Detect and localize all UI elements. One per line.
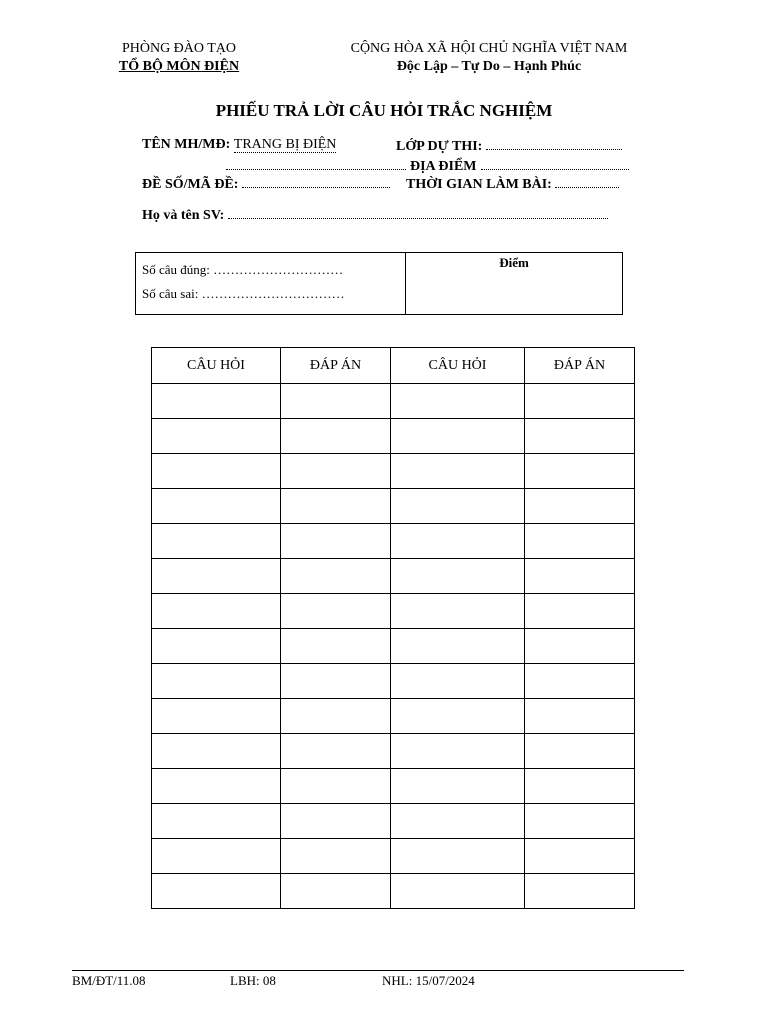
class-line bbox=[396, 137, 622, 155]
answer-cell[interactable] bbox=[281, 769, 391, 804]
answer-cell[interactable] bbox=[281, 629, 391, 664]
exam-code-line bbox=[142, 175, 390, 193]
department-name: PHÒNG ĐÀO TẠO bbox=[121, 41, 237, 56]
table-row bbox=[152, 524, 635, 559]
header-answer-2: ĐÁP ÁN bbox=[525, 348, 635, 384]
header-answer-1: ĐÁP ÁN bbox=[281, 348, 391, 384]
question-cell[interactable] bbox=[152, 839, 281, 874]
class-label: LỚP DỰ THI: bbox=[396, 139, 483, 154]
answer-cell[interactable] bbox=[525, 734, 635, 769]
question-cell[interactable] bbox=[391, 874, 525, 909]
location-line bbox=[226, 157, 629, 175]
student-label: Họ và tên SV: bbox=[142, 208, 225, 223]
answer-cell[interactable] bbox=[525, 524, 635, 559]
question-cell[interactable] bbox=[391, 524, 525, 559]
question-cell[interactable] bbox=[152, 699, 281, 734]
answer-cell[interactable] bbox=[525, 804, 635, 839]
answer-cell[interactable] bbox=[281, 804, 391, 839]
header-question-1: CÂU HỎI bbox=[152, 348, 281, 384]
national-motto: Độc Lập – Tự Do – Hạnh Phúc bbox=[396, 59, 582, 74]
question-cell[interactable] bbox=[152, 419, 281, 454]
question-cell[interactable] bbox=[391, 804, 525, 839]
duration-field[interactable] bbox=[555, 175, 619, 188]
answer-cell[interactable] bbox=[281, 489, 391, 524]
effective-date: NHL: 15/07/2024 bbox=[382, 973, 475, 988]
exam-code-field[interactable] bbox=[242, 175, 390, 188]
answer-cell[interactable] bbox=[525, 489, 635, 524]
header-question-2: CÂU HỎI bbox=[391, 348, 525, 384]
answer-cell[interactable] bbox=[525, 384, 635, 419]
question-cell[interactable] bbox=[391, 664, 525, 699]
subject-label: TÊN MH/MĐ: bbox=[142, 137, 231, 152]
question-cell[interactable] bbox=[391, 769, 525, 804]
national-title: CỘNG HÒA XÃ HỘI CHỦ NGHĨA VIỆT NAM bbox=[350, 41, 628, 56]
correct-count[interactable]: Số câu đúng: ………………………… bbox=[142, 262, 344, 277]
location-field[interactable] bbox=[481, 157, 629, 170]
student-line bbox=[142, 206, 608, 224]
question-cell[interactable] bbox=[391, 419, 525, 454]
answer-cell[interactable] bbox=[281, 419, 391, 454]
department-header bbox=[96, 40, 262, 76]
table-row bbox=[152, 874, 635, 909]
answer-cell[interactable] bbox=[281, 699, 391, 734]
answer-cell[interactable] bbox=[281, 559, 391, 594]
question-cell[interactable] bbox=[391, 384, 525, 419]
exam-code-label: ĐỀ SỐ/MÃ ĐỀ: bbox=[142, 177, 239, 192]
table-row bbox=[152, 804, 635, 839]
location-label: ĐỊA ĐIỂM bbox=[410, 159, 477, 174]
question-cell[interactable] bbox=[391, 594, 525, 629]
answer-cell[interactable] bbox=[525, 559, 635, 594]
answer-table-body bbox=[152, 384, 635, 909]
student-name-field[interactable] bbox=[228, 206, 608, 219]
question-cell[interactable] bbox=[391, 734, 525, 769]
table-row bbox=[152, 559, 635, 594]
question-cell[interactable] bbox=[391, 559, 525, 594]
answer-cell[interactable] bbox=[525, 874, 635, 909]
answer-cell[interactable] bbox=[281, 874, 391, 909]
division-name: TỔ BỘ MÔN ĐIỆN bbox=[118, 59, 240, 74]
table-row bbox=[152, 489, 635, 524]
answer-cell[interactable] bbox=[525, 629, 635, 664]
table-row bbox=[152, 664, 635, 699]
table-row bbox=[152, 734, 635, 769]
table-row bbox=[152, 629, 635, 664]
question-cell[interactable] bbox=[152, 489, 281, 524]
answer-cell[interactable] bbox=[281, 594, 391, 629]
count-column bbox=[136, 253, 406, 314]
score-box bbox=[135, 252, 623, 315]
wrong-count[interactable]: Số câu sai: …………………………… bbox=[142, 286, 345, 301]
answer-cell[interactable] bbox=[281, 664, 391, 699]
table-row bbox=[152, 384, 635, 419]
answer-cell[interactable] bbox=[525, 699, 635, 734]
answer-cell[interactable] bbox=[281, 454, 391, 489]
answer-table-header bbox=[152, 348, 635, 384]
duration-line bbox=[406, 175, 619, 193]
score-cell[interactable] bbox=[406, 253, 622, 314]
form-title: PHIẾU TRẢ LỜI CÂU HỎI TRẮC NGHIỆM bbox=[215, 101, 553, 120]
table-row bbox=[152, 699, 635, 734]
score-label: Điểm bbox=[499, 255, 529, 270]
answer-cell[interactable] bbox=[281, 524, 391, 559]
class-field[interactable] bbox=[486, 137, 622, 150]
question-cell[interactable] bbox=[391, 699, 525, 734]
question-cell[interactable] bbox=[152, 524, 281, 559]
table-row bbox=[152, 454, 635, 489]
question-cell[interactable] bbox=[152, 559, 281, 594]
issue-number: LBH: 08 bbox=[230, 973, 276, 988]
table-row bbox=[152, 839, 635, 874]
answer-cell[interactable] bbox=[281, 734, 391, 769]
question-cell[interactable] bbox=[152, 629, 281, 664]
answer-cell[interactable] bbox=[281, 384, 391, 419]
location-prefix-field[interactable] bbox=[226, 157, 406, 170]
form-code: BM/ĐT/11.08 bbox=[72, 973, 146, 988]
answer-cell[interactable] bbox=[525, 664, 635, 699]
question-cell[interactable] bbox=[391, 489, 525, 524]
question-cell[interactable] bbox=[152, 454, 281, 489]
national-header bbox=[326, 40, 652, 76]
question-cell[interactable] bbox=[152, 769, 281, 804]
answer-cell[interactable] bbox=[281, 839, 391, 874]
question-cell[interactable] bbox=[152, 594, 281, 629]
footer-divider bbox=[72, 970, 684, 971]
answer-table bbox=[151, 347, 635, 909]
question-cell[interactable] bbox=[152, 804, 281, 839]
question-cell[interactable] bbox=[391, 454, 525, 489]
question-cell[interactable] bbox=[152, 734, 281, 769]
question-cell[interactable] bbox=[391, 629, 525, 664]
answer-cell[interactable] bbox=[525, 594, 635, 629]
question-cell[interactable] bbox=[391, 839, 525, 874]
question-cell[interactable] bbox=[152, 664, 281, 699]
subject-value: TRANG BỊ ĐIỆN bbox=[233, 137, 337, 152]
duration-label: THỜI GIAN LÀM BÀI: bbox=[406, 177, 552, 192]
subject-line bbox=[142, 137, 336, 153]
answer-cell[interactable] bbox=[525, 419, 635, 454]
question-cell[interactable] bbox=[152, 384, 281, 419]
question-cell[interactable] bbox=[152, 874, 281, 909]
table-row bbox=[152, 419, 635, 454]
table-row bbox=[152, 769, 635, 804]
answer-cell[interactable] bbox=[525, 769, 635, 804]
answer-cell[interactable] bbox=[525, 454, 635, 489]
table-row bbox=[152, 594, 635, 629]
answer-cell[interactable] bbox=[525, 839, 635, 874]
